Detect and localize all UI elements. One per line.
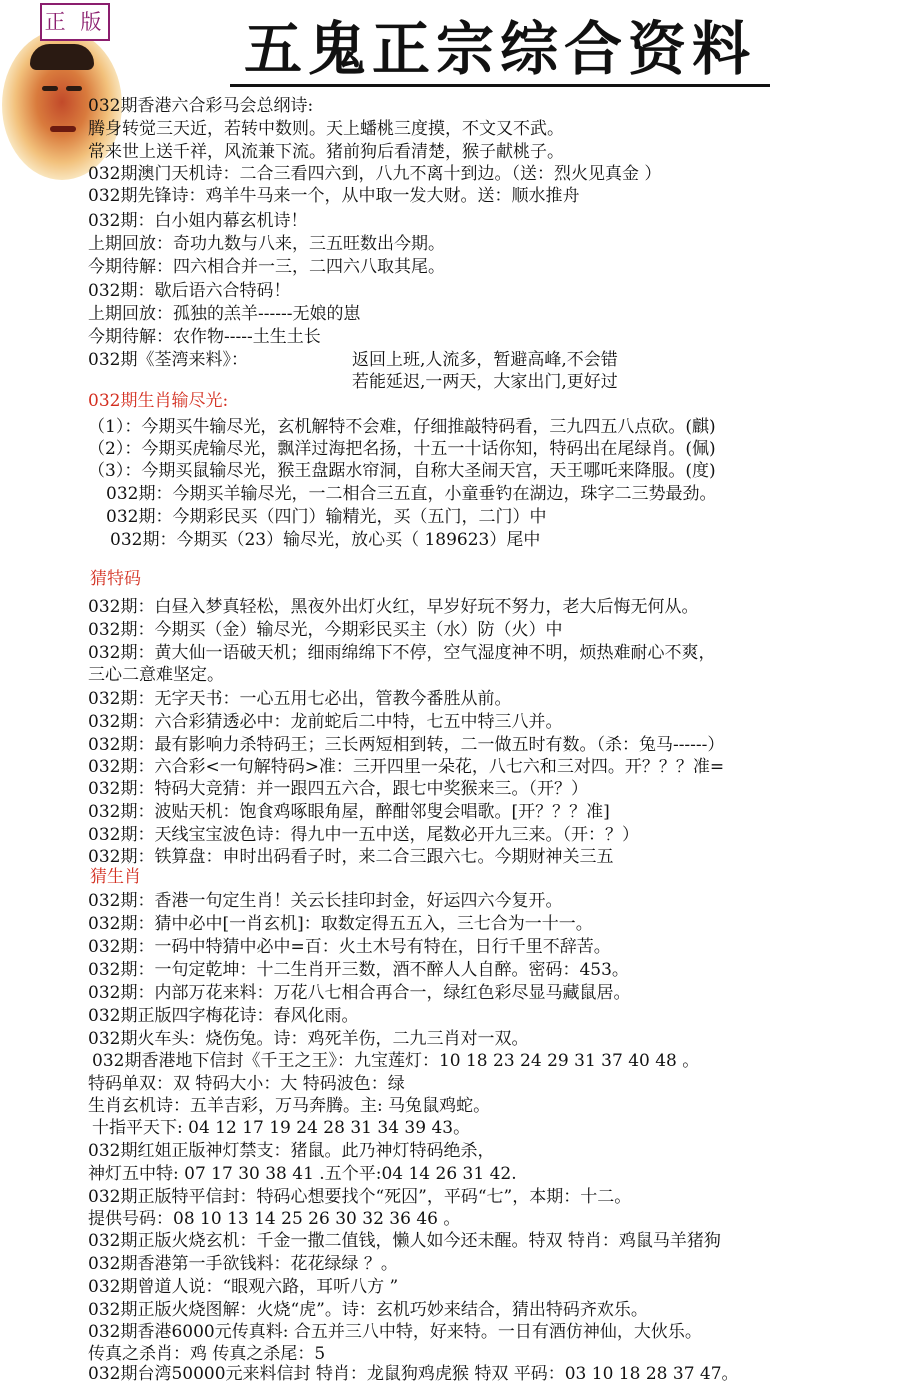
text-line: 032期正版火烧玄机：千金一撒二值钱，懒人如今还未醒。特双 特肖：鸡鼠马羊猪狗 (88, 1231, 721, 1251)
text-line: 032期先锋诗：鸡羊牛马来一个，从中取一发大财。送：顺水推舟 (88, 186, 580, 206)
text-line: 032期正版火烧图解：火烧“虎”。诗：玄机巧妙来结合，猜出特码齐欢乐。 (88, 1300, 648, 1320)
text-line: 032期：最有影响力杀特码王；三长两短相到转，二一做五时有数。（杀：兔马------） (88, 735, 725, 755)
text-line: 032期火车头：烧伤兔。诗：鸡死羊伤，二九三肖对一双。 (88, 1029, 529, 1049)
text-line: 032期香港第一手欲钱料：花花绿绿 ？。 (88, 1254, 398, 1274)
text-line: 今期待解：四六相合并一三，二四六八取其尾。 (88, 257, 445, 277)
text-line: 032期：一句定乾坤：十二生肖开三数，酒不醉人人自醉。密码：453。 (88, 960, 629, 980)
text-line: （3）：今期买鼠输尽光，猴王盘踞水帘洞，自称大圣闹天宫，天王哪吒来降服。(度) (88, 461, 716, 481)
text-line: 032期台湾50000元来料信封 特肖：龙鼠狗鸡虎猴 特双 平码：03 10 18 28 37 47。 (88, 1364, 739, 1384)
text-line: 032期：黄大仙一语破天机；细雨绵绵下不停，空气湿度神不明，烦热难耐心不爽， (88, 643, 716, 663)
text-line: 032期《荃湾来料》： (88, 350, 248, 370)
text-line: 032期正版特平信封：特码心想要找个“死囚”，平码“七”，本期：十二。 (88, 1187, 632, 1207)
text-line: 上期回放：奇功九数与八来，三五旺数出今期。 (88, 234, 445, 254)
genuine-badge: 正 版 (40, 3, 110, 41)
text-line: 032期红姐正版神灯禁支：猪鼠。此乃神灯特码绝杀， (88, 1141, 495, 1161)
text-line: 十指平天下: 04 12 17 19 24 28 31 34 39 43。 (92, 1118, 471, 1138)
text-line: 腾身转觉三天近，若转中数则。天上蟠桃三度摸，不文又不武。 (88, 119, 564, 139)
text-line: 032期：白昼入梦真轻松，黑夜外出灯火红，早岁好玩不努力，老大后悔无何从。 (88, 597, 699, 617)
text-line: 032期：特码大竞猜：并一跟四五六合，跟七中奖猴来三。（开？） (88, 779, 588, 799)
section-heading: 猜生肖 (90, 867, 141, 887)
text-line: 032期：猜中必中[一肖玄机]：取数定得五五入，三七合为一十一。 (88, 914, 593, 934)
text-line: 032期：今期彩民买（四门）输精光，买（五门，二门）中 (106, 507, 547, 527)
text-line: 提供号码：08 10 13 14 25 26 30 32 36 46 。 (88, 1209, 461, 1229)
text-line: 特码单双：双 特码大小：大 特码波色：绿 (88, 1074, 405, 1094)
text-line: 032期：铁算盘：申时出码看子时，来二合三跟六七。今期财神关三五 (88, 847, 614, 867)
text-line: 032期：歇后语六合特码！ (88, 281, 291, 301)
page-title: 五鬼正宗综合资料 (230, 18, 770, 87)
text-line: 今期待解：农作物-----土生土长 (88, 327, 321, 347)
text-line: 上期回放：孤独的羔羊------无娘的崽 (88, 304, 361, 324)
text-line: 032期：六合彩<一句解特码>准：三开四里一朵花，八七六和三对四。开？？？准= (88, 757, 725, 777)
text-line: 032期：无字天书：一心五用七必出，管教今番胜从前。 (88, 689, 512, 709)
text-line: 032期：白小姐内幕玄机诗！ (88, 211, 308, 231)
text-line: 传真之杀肖：鸡 传真之杀尾：5 (88, 1344, 326, 1364)
text-line: 神灯五中特: 07 17 30 38 41 .五个平:04 14 26 31 42. (88, 1164, 517, 1184)
text-line: 032期香港6000元传真料: 合五并三八中特，好来特。一日有酒仿神仙，大伙乐。 (88, 1322, 702, 1342)
text-line: （1）：今期买牛输尽光，玄机解特不会难，仔细推敲特码看，三九四五八点砍。(麒) (88, 417, 716, 437)
text-line: 三心二意难坚定。 (88, 665, 224, 685)
text-line: 032期香港六合彩马会总纲诗: (88, 96, 314, 116)
text-line: 032期：波贴天机：饱食鸡啄眼角屋，醉酣邻叟会唱歌。[开？？？准] (88, 802, 610, 822)
text-line: 032期：今期买（23）输尽光，放心买（ 189623）尾中 (110, 530, 541, 550)
text-line: 032期香港地下信封《千王之王》：九宝莲灯：10 18 23 24 29 31 37 40 48 。 (92, 1051, 700, 1071)
section-heading: 猜特码 (90, 569, 141, 589)
text-line: 生肖玄机诗：五羊吉彩，万马奔腾。主: 马兔鼠鸡蛇。 (88, 1096, 491, 1116)
text-line: （2）：今期买虎输尽光，飘洋过海把名扬，十五一十话你知，特码出在尾绿肖。(佩) (88, 439, 716, 459)
text-line: 032期：今期买羊输尽光，一二相合三五直，小童垂钓在湖边，珠字二三势最劲。 (106, 484, 717, 504)
text-line: 返回上班,人流多，暂避高峰,不会错 (352, 350, 618, 370)
text-line: 若能延迟,一两天，大家出门,更好过 (352, 372, 618, 392)
text-line: 032期：六合彩猜透必中：龙前蛇后二中特，七五中特三八并。 (88, 712, 563, 732)
text-line: 032期澳门天机诗：二合三看四六到，八九不离十到边。（送：烈火见真金 ） (88, 164, 662, 184)
text-line: 032期：今期买（金）输尽光，今期彩民买主（水）防（火）中 (88, 620, 563, 640)
text-line: 032期：内部万花来料：万花八七相合再合一，绿红色彩尽显马藏鼠居。 (88, 983, 631, 1003)
text-line: 032期曾道人说：“眼观六路，耳听八方 ” (88, 1277, 399, 1297)
text-line: 032期：天线宝宝波色诗：得九中一五中送，尾数必开九三来。（开：？） (88, 825, 639, 845)
text-line: 032期正版四字梅花诗：春风化雨。 (88, 1006, 359, 1026)
section-heading: 032期生肖输尽光: (88, 391, 229, 411)
text-line: 032期：香港一句定生肖！关云长挂印封金，好运四六今复开。 (88, 891, 563, 911)
text-line: 常来世上送千祥，风流兼下流。猪前狗后看清楚，猴子献桃子。 (88, 142, 564, 162)
text-line: 032期：一码中特猜中必中=百：火土木号有特在，日行千里不辞苦。 (88, 937, 611, 957)
